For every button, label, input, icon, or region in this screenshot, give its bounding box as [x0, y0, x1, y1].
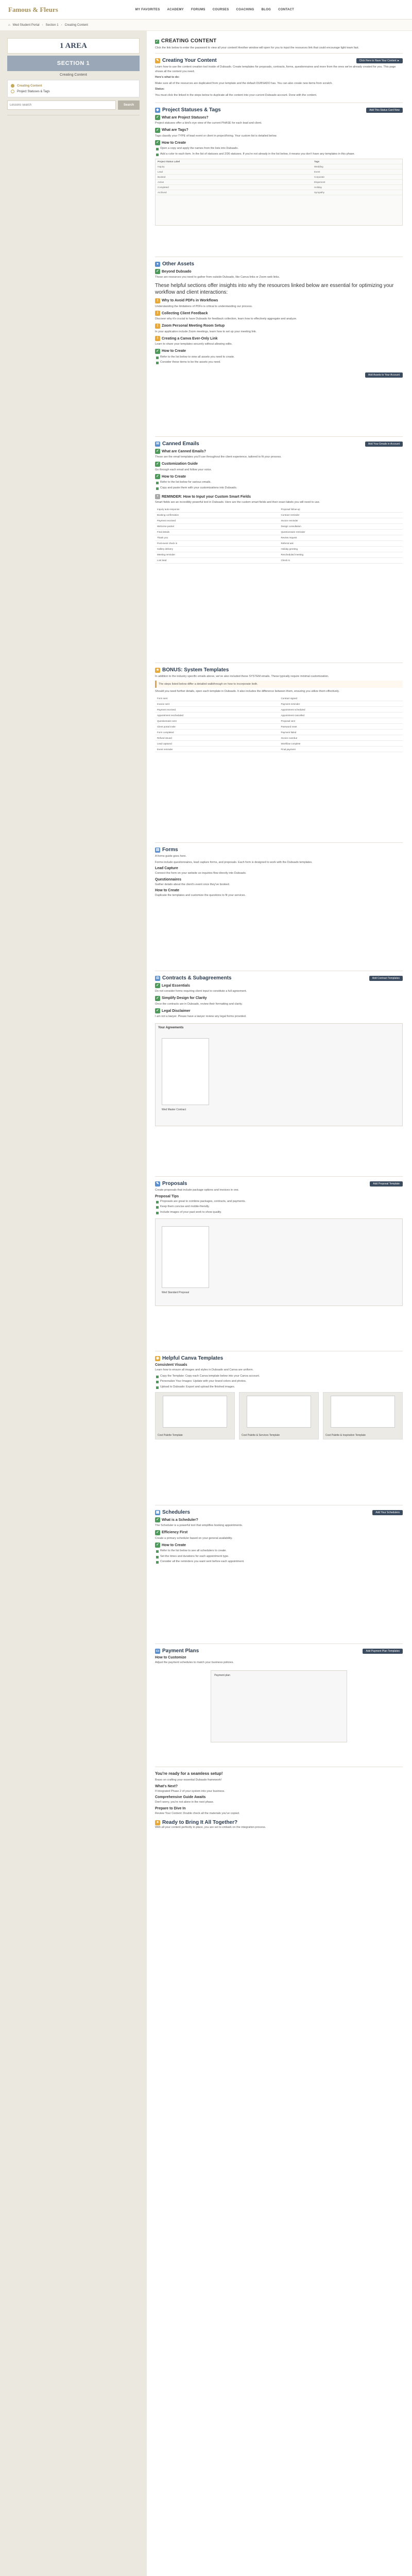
canva-card[interactable]: Cost Palette Template — [155, 1392, 235, 1439]
closing: You're ready for a seamless setup! Bravo on crafting your essential Dubsado framework! What's Next? If Integrated Phase 2 of your system into your business. Comprehensive Guide Awaits Don't worry, you're not alone in the next phase. Prepare to Dive In Review Your Content: Double check all the materials you've copied. ✦ Ready to Bring It All Together? With all your content perfectly in place, you are set to embark on the integration process. — [155, 1771, 403, 1830]
text: Tags classify your TYPE of lead event or client in project/hiring. Your custom list is detailed below. — [155, 134, 277, 138]
check-icon: ✓ — [155, 115, 160, 120]
lesson-search — [7, 100, 140, 110]
system-table: Form sent Contract signed Invoice sent Payment reminder Payment received Appointment scheduled Appointment rescheduled Appointment cancelled Questionnaire sent Proposal sent Client portal invite Password reset Form completed Payment failed Refund issued Invoice overdue Lead captured Workflow complete Event reminder Final payment — [155, 696, 403, 752]
check-icon: ✓ — [155, 1517, 160, 1522]
home-icon[interactable]: ⌂ — [8, 23, 10, 27]
globe-icon: ● — [155, 262, 160, 267]
pin-icon: • — [155, 494, 160, 499]
check-icon: ✓ — [155, 983, 160, 988]
text: The Scheduler is a powerful tool that simplifies booking appointments. — [155, 1524, 243, 1528]
status-dot-icon — [11, 84, 14, 88]
search-button[interactable]: Search — [118, 100, 140, 110]
page-title: ✓ CREATING CONTENT — [156, 38, 217, 44]
text: In your application include Zoom meetings, learn how to set up your meeting link. — [155, 330, 257, 333]
text: I am not a lawyer. Please have a lawyer review any legal forms provided. — [155, 1015, 247, 1019]
text: Duplicate the templates and customize the questions to fit your services. — [155, 894, 246, 897]
contracts-screenshot: Your Agreements Wed Master Contract — [155, 1023, 403, 1126]
text: These are resources you need to gather from outside Dubsado, like Canva links or Zoom web links. — [155, 276, 280, 279]
intro-text: Click the link below to enter the password to view all your content! Another window will open for you to input the resources link that could encourage light team fast. — [155, 46, 359, 49]
breadcrumb-item: Creating Content — [64, 23, 88, 27]
bullet: Personalize Your Images: Update with your brand colors and photos. — [155, 1379, 403, 1384]
text: Status: — [155, 88, 165, 91]
text: Connect the form on your website so inquiries flow directly into Dubsado. — [155, 872, 247, 875]
handshake-icon: ⚖ — [156, 976, 160, 980]
text: Make sure all of the resources are duplicated from your template and the default DUBSADO has. You can also create new items from scratch. — [155, 81, 333, 85]
check-icon: ✓ — [155, 474, 160, 479]
breadcrumb-item[interactable]: Wed Student Portal — [12, 23, 40, 27]
sidebar — [0, 31, 147, 2576]
section-system-templates: ★ BONUS: System Templates In addition to the industry specific emails above, we've also included these SYSTEM emails. These typically require minimal customization. The steps listed below differ a detailed walkthrough on how to incorporate both. Should you need further details, open each template in Dubsado. It also includes the difference between them, ensuring you utilize them effectively. Form sent Contract signed Invoice sent Payment reminder Payment received Appointment scheduled Appointment rescheduled Appointment cancelled Questionnaire sent Proposal sent Client portal invite Password reset Form completed Payment failed Refund issued Invoice overdue Lead captured Workflow complete Event reminder Final payment — [155, 667, 403, 837]
check-icon: ✓ — [155, 1530, 160, 1535]
logo[interactable]: Famous & Fleurs — [8, 5, 58, 13]
tag-icon: ◆ — [155, 108, 160, 113]
bullet: Refer to the list below to view all assets you need to create. — [155, 355, 403, 360]
lesson-item[interactable]: Creating Content — [11, 83, 136, 89]
check-icon: ✓ — [155, 1543, 160, 1548]
bullet: Include images of your past work to show quality. — [155, 1210, 403, 1215]
nav-item[interactable]: COURSES — [212, 8, 229, 11]
assets-button[interactable]: Add Assets to Your Account — [365, 372, 403, 378]
check-icon: ✓ — [155, 349, 160, 354]
breadcrumb-item[interactable]: Section 1 — [45, 23, 59, 27]
bullet: Copy and paste them with your customizations into Dubsado. — [155, 486, 403, 490]
check-icon: ✓ — [155, 1008, 160, 1013]
main-content — [147, 31, 412, 2576]
bullet: Set the times and durations for each appointment type. — [155, 1554, 403, 1559]
canva-cards — [155, 1392, 403, 1439]
bullet: Refer to the list below for various emails. — [155, 480, 403, 485]
bullet: Consider all the reminders you want sent before each appointment. — [155, 1560, 403, 1564]
mail-icon: ✉ — [155, 442, 160, 447]
search-input[interactable] — [7, 100, 116, 110]
bullet: Upload to Dubsado: Export and upload the finished images. — [155, 1385, 403, 1389]
bullet: Consider these items to be the assets you need. — [155, 360, 403, 365]
text: Gather details about the client's event once they've booked. — [155, 883, 230, 886]
text: Learn how to ensure all images and styles in Dubsado and Canva are uniform. — [155, 1368, 254, 1372]
nav-item[interactable]: FORUMS — [191, 8, 205, 11]
text: Adjust the payment schedules to match your business policies. — [155, 1661, 234, 1665]
emails-table: Inquiry auto-response Proposal follow-up Booking confirmation Contract reminder Payment received Invoice reminder Welcome packet Design consultation Final details Questionnaire reminder Thank you Review request Post-event check in Referral ask Gallery delivery Holiday greeting Meeting reminder Rescheduled meeting Lost lead Check in — [155, 507, 403, 564]
text: If Integrated Phase 2 of your system into your business. — [155, 1789, 225, 1793]
content-link-button[interactable]: Click Here to Have Your Content ► — [356, 58, 403, 63]
status-table: Project Status Label Tags Inquiry Wedding Lead Event Booked Corporate Active Elopement Completed Holiday Archived Sympathy — [155, 159, 403, 226]
lesson-list — [7, 80, 140, 97]
bullet: Refer to the list below to see all schedulers to create. — [155, 1549, 403, 1553]
text: Review Your Content: Double check all the materials you've copied. — [155, 1811, 240, 1815]
check-icon: ✓ — [155, 449, 160, 454]
payment-button[interactable]: Add Payment Plan Templates — [363, 1649, 403, 1654]
payment-screenshot: Payment plan — [211, 1670, 347, 1742]
text: Do not consider forms requiring client input to constitute a full agreement. — [155, 990, 247, 993]
nav-item[interactable]: CONTACT — [278, 8, 295, 11]
section-label: SECTION 1 — [7, 56, 140, 71]
bullet: Open a copy and apply the names from the lists into Dubsado. — [155, 146, 403, 151]
bulb-icon: ! — [155, 336, 160, 341]
text: You must click the linked in the steps below to duplicate all the content into your current Dubsado account. Done with the content. — [155, 93, 317, 97]
heading: These helpful sections offer insights into why the resources linked below are essential for optimizing your workflow and client interactions: — [155, 282, 394, 296]
text: Bravo on crafting your essential Dubsado framework! — [155, 1778, 222, 1782]
section-forms: ▤ Forms A forms guide goes here. Forms include questionnaires, lead capture forms, and proposals. Each form is designed to work with the Dubsado templates. Lead Capture Connect the form on your website so inquiries flow directly into Dubsado. Questionnaires Gather details about the client's event once they've booked. How to Create Duplicate the templates and customize the questions to fit your services. — [155, 847, 403, 965]
card-icon: ▭ — [156, 1649, 160, 1653]
section-canva: ◉ Helpful Canva Templates Consistent Visuals Learn how to ensure all images and styles in Dubsado and Canva are uniform. Copy the Template: Copy each Canva template below into your Canva account. Personalize Your Images: Update with your brand colors and photos. Upload to Dubsado: Export and upload the finished images. Cost Palette Template Cost Palette & Services Template Cost Palette & Inspiration Template — [155, 1355, 403, 1500]
check-icon: ✓ — [156, 40, 159, 43]
section-payment-plans: ▭ Payment Plans Add Payment Plan Templates How to Customize Adjust the payment schedules to match your business policies. Payment plan — [155, 1648, 403, 1761]
text: Smart fields are an incredibly powerful tool in Dubsado. Here are the custom smart fields and their exact labels you will need to use. — [155, 501, 320, 504]
nav-item[interactable]: ACADEMY — [167, 8, 184, 11]
pen-icon: ✎ — [155, 1181, 160, 1187]
text: Learn to share your templates securely without allowing edits. — [155, 343, 233, 346]
breadcrumb: ⌂ Wed Student Portal › Section 1 › Creating Content — [0, 20, 412, 31]
status-dot-icon — [11, 90, 14, 93]
section-schedulers: ▦ Schedulers Add Your Schedulers ✓ What is a Scheduler? The Scheduler is a powerful tool that simplifies booking appointments. ✓ Efficiency First Create a primary scheduler based on your general availability. ✓ How to Create Refer to the list below to see all schedulers to create. Set the times and durations for each appointment type. Consider all the reminders you want sent before each appointment. — [155, 1510, 403, 1638]
text: Project statuses offer a bird's eye view of the current PHASE for each lead and client. — [155, 122, 262, 125]
canva-card[interactable]: Cost Palette & Inspiration Template — [323, 1392, 403, 1439]
main-nav — [135, 8, 294, 11]
emails-button[interactable]: Add Your Emails in Account — [365, 442, 403, 447]
check-icon: ✓ — [155, 140, 160, 145]
bullet: Proposals are great to combine packages, contracts, and payments. — [155, 1199, 403, 1204]
section-subtitle: Creating Content — [60, 73, 87, 77]
text: Should you need further details, open each template in Dubsado. It also includes the difference between them, ensuring you utilize them effectively. — [155, 689, 340, 693]
schedulers-button[interactable]: Add Your Schedulers — [372, 1510, 403, 1515]
text: Don't worry, you're not alone in the next phase. — [155, 1801, 214, 1804]
bullet: Add a color to each item. In the list of statuses and 2/36 statuses. If you're not already in the list below, it means you don't have any templates in this phase. — [155, 152, 403, 157]
proposal-screenshot: Wed Standard Proposal — [155, 1218, 403, 1306]
section-creating-content: ✎ Creating Your Content Click Here to Have Your Content ► Learn how to use the content creation tool inside of Dubsado. Create templates for proposals, contracts, forms, questionnaires and more from the ones we've already created for you. This page shows all the content you need. Here's what to do: Make sure all of the resources are duplicated from your template and the default DUBSADO has. You can also create new items from scratch. Status: You must click the linked in the steps below to duplicate all the content into your current Dubsado account. Done with the content. — [155, 58, 403, 97]
area-card: 1 AREA — [7, 38, 140, 54]
text: Once the contracts are in Dubsado, review their formatting and clarity. — [155, 1002, 243, 1006]
pencil-icon: ✎ — [155, 58, 160, 63]
check-icon: ✓ — [155, 462, 160, 467]
lesson-item[interactable]: Project Statuses & Tags — [11, 89, 136, 94]
nav-item[interactable]: COACHING — [236, 8, 254, 11]
text: Discover why it's crucial to have Dubsado for feedback collection, learn how to effectively aggregate and analyze. — [155, 317, 297, 321]
nav-item[interactable]: MY FAVORITES — [135, 8, 160, 11]
section-other-assets: ● Other Assets ✓ Beyond Dubsado These are resources you need to gather from outside Dubsado, like Canva links or Zoom web links. These helpful sections offer insights into why the resources linked below are essential for optimizing your workflow and client interactions: ! Why to Avoid PDFs in Workflows Understanding the limitations of PDFs is critical to understanding our process. ! Collecting Client Feedback Discover why it's crucial to have Dubsado for feedback collection, learn how to effectively aggregate and analyze. ! Zoom Personal Meeting Room Setup In your application include Zoom meetings, learn how to set up your meeting link. ! Creating a Canva Ever-Only Link Learn to share your templates securely without allowing edits. ✓ How to Create Refer to the list below to view all assets you need to create. Consider these items to be the assets you need. Add Assets to Your Account — [155, 261, 403, 431]
section-canned-emails: ✉ Canned Emails Add Your Emails in Account ✓ What are Canned Emails? These are the email templates you'll use throughout the client experience, tailored to fit your process. ✓ Customization Guide Go through each email and follow your voice. ✓ How to Create Refer to the list below for various emails. Copy and paste them with your customizations into Dubsado. • REMINDER: How to Input your Custom Smart Fields Smart fields are an incredibly powerful tool in Dubsado. Here are the custom smart fields and their exact labels you will need to use. Inquiry auto-response Proposal follow-up Booking confirmation Contract reminder Payment received Invoice reminder Welcome packet Design consultation Final details Questionnaire reminder Thank you Review request Post-event check in Referral ask Gallery delivery Holiday greeting Meeting reminder Rescheduled meeting Lost lead Check in — [155, 441, 403, 657]
section-proposals: ✎ Proposals Add Proposal Template Create proposals that include package options and invoices in one. Proposal Tips Proposals are great to combine packages, contracts, and payments. Keep them concise and mobile-friendly. Include images of your past work to show quality. Wed Standard Proposal — [155, 1181, 403, 1346]
text: Learn how to use the content creation tool inside of Dubsado. Create templates for proposals, contracts, forms, questionnaires and more from the ones we've already created for you. This page shows all the content you need. — [155, 65, 396, 73]
status-button[interactable]: Add This Status Card Now — [366, 108, 403, 113]
text: With all your content perfectly in place, you are set to embark on the integration process. — [155, 1826, 266, 1829]
nav-item[interactable]: BLOG — [261, 8, 271, 11]
bulb-icon: ! — [155, 324, 160, 329]
warning: The steps listed below differ a detailed walkthrough on how to incorporate both. — [155, 681, 403, 688]
canva-card[interactable]: Cost Palette & Services Template — [239, 1392, 319, 1439]
sparkle-icon: ✦ — [155, 1820, 160, 1825]
palette-icon: ◉ — [156, 1356, 160, 1360]
top-bar — [0, 0, 412, 20]
calendar-icon: ▦ — [156, 1510, 160, 1514]
contracts-button[interactable]: Add Contract Templates — [369, 976, 403, 981]
doc-icon: ▤ — [156, 848, 160, 852]
check-icon: ✓ — [155, 996, 160, 1001]
text: In addition to the industry specific emails above, we've also included these SYSTEM emails. These typically require minimal customization. — [155, 675, 329, 679]
section-statuses: ◆ Project Statuses & Tags Add This Status Card Now ✓ What are Project Statuses? Project statuses offer a bird's eye view of the current PHASE for each lead and client. ✓ What are Tags? Tags classify your TYPE of lead event or client in project/hiring. Your custom list is detailed below. ✓ How to Create Open a copy and apply the names from the lists into Dubsado. Add a color to each item. In the list of statuses and 2/36 statuses. If you're not already in the list below, it means you don't have any templates in this phase. Project Status Label Tags Inquiry Wedding Lead Event Booked Corporate Active Elopement Completed Holiday Archived Sympathy — [155, 107, 403, 251]
text: Here's what to do: — [155, 76, 180, 79]
proposals-button[interactable]: Add Proposal Template — [370, 1181, 403, 1187]
section-contracts: ⚖ Contracts & Subagreements Add Contract Templates ✓ Legal Essentials Do not consider forms requiring client input to constitute a full agreement. ✓ Simplify Design for Clarity Once the contracts are in Dubsado, review their formatting and clarity. ✓ Legal Disclaimer I am not a lawyer. Please have a lawyer review any legal forms provided. Your Agreements Wed Master Contract — [155, 975, 403, 1171]
text: These are the email templates you'll use throughout the client experience, tailored to fit your process. — [155, 455, 282, 459]
bullet: Keep them concise and mobile-friendly. — [155, 1205, 403, 1209]
text: Create proposals that include package options and invoices in one. — [155, 1189, 239, 1192]
text: A forms guide goes here. — [155, 855, 187, 858]
text: Forms include questionnaires, lead capture forms, and proposals. Each form is designed to work with the Dubsado templates. — [155, 860, 313, 864]
bullet: Copy the Template: Copy each Canva template below into your Canva account. — [155, 1374, 403, 1379]
bulb-icon: ! — [155, 298, 160, 303]
bulb-icon: ! — [155, 311, 160, 316]
text: Go through each email and follow your voice. — [155, 468, 212, 471]
check-icon: ✓ — [155, 128, 160, 133]
text: Create a primary scheduler based on your general availability. — [155, 1536, 233, 1540]
star-icon: ★ — [156, 668, 160, 672]
check-icon: ✓ — [155, 269, 160, 274]
text: Understanding the limitations of PDFs is critical to understanding our process. — [155, 304, 253, 308]
